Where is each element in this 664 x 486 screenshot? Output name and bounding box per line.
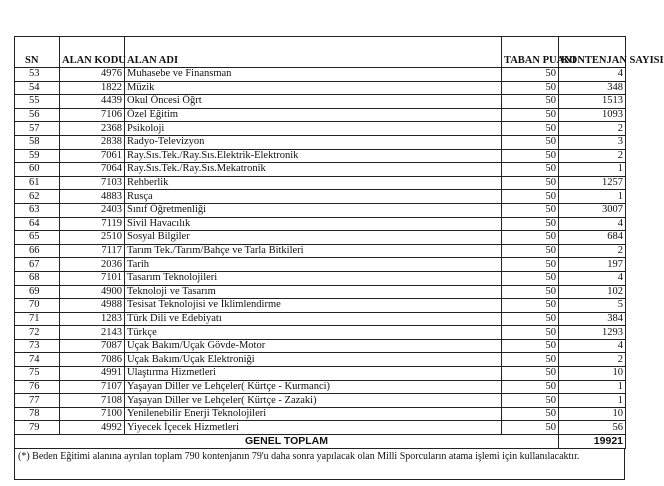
cell-score: 50 [502, 285, 559, 299]
total-label: GENEL TOPLAM [15, 435, 559, 449]
cell-quota: 1 [559, 190, 626, 204]
cell-code: 4900 [60, 285, 125, 299]
cell-quota: 1513 [559, 95, 626, 109]
cell-code: 4991 [60, 367, 125, 381]
cell-name: Müzik [125, 81, 502, 95]
cell-name: Yaşayan Diller ve Lehçeler( Kürtçe - Zazaki) [125, 394, 502, 408]
cell-score: 50 [502, 135, 559, 149]
cell-quota: 2 [559, 122, 626, 136]
cell-sn: 79 [15, 421, 60, 435]
table-row [15, 421, 626, 435]
table-row [15, 271, 626, 285]
cell-quota: 197 [559, 258, 626, 272]
cell-score: 50 [502, 122, 559, 136]
cell-quota: 1293 [559, 326, 626, 340]
cell-quota: 56 [559, 421, 626, 435]
cell-code: 2143 [60, 326, 125, 340]
footnote: (*) Beden Eğitimi alanına ayrılan toplam 790 kontenjanın 79'u daha sonra yapılacak olan Milli Sporcuların atama işlemi için kullanılacaktır. [14, 449, 625, 480]
cell-sn: 60 [15, 163, 60, 177]
cell-sn: 62 [15, 190, 60, 204]
cell-code: 7086 [60, 353, 125, 367]
table-row [15, 135, 626, 149]
cell-quota: 384 [559, 312, 626, 326]
header-code: ALAN KODU [60, 37, 125, 68]
cell-sn: 53 [15, 68, 60, 82]
cell-quota: 1093 [559, 108, 626, 122]
table-row [15, 81, 626, 95]
cell-code: 7103 [60, 176, 125, 190]
cell-name: Tarih [125, 258, 502, 272]
cell-name: Sınıf Öğretmenliği [125, 203, 502, 217]
cell-sn: 54 [15, 81, 60, 95]
cell-name: Yiyecek İçecek Hizmetleri [125, 421, 502, 435]
cell-code: 2510 [60, 231, 125, 245]
cell-sn: 69 [15, 285, 60, 299]
cell-quota: 1 [559, 163, 626, 177]
table-row [15, 244, 626, 258]
cell-quota: 2 [559, 353, 626, 367]
table-row [15, 407, 626, 421]
cell-sn: 73 [15, 339, 60, 353]
table-row [15, 190, 626, 204]
cell-score: 50 [502, 258, 559, 272]
cell-code: 7061 [60, 149, 125, 163]
cell-name: Ulaştırma Hizmetleri [125, 367, 502, 381]
table-row [15, 176, 626, 190]
table-row [15, 203, 626, 217]
cell-sn: 66 [15, 244, 60, 258]
table-row [15, 68, 626, 82]
cell-score: 50 [502, 81, 559, 95]
cell-sn: 71 [15, 312, 60, 326]
cell-sn: 75 [15, 367, 60, 381]
table-row [15, 149, 626, 163]
cell-sn: 58 [15, 135, 60, 149]
cell-code: 4883 [60, 190, 125, 204]
cell-score: 50 [502, 190, 559, 204]
table-row [15, 163, 626, 177]
cell-name: Sosyal Bilgiler [125, 231, 502, 245]
cell-sn: 59 [15, 149, 60, 163]
cell-code: 7100 [60, 407, 125, 421]
cell-quota: 2 [559, 244, 626, 258]
cell-score: 50 [502, 421, 559, 435]
cell-code: 4976 [60, 68, 125, 82]
cell-sn: 77 [15, 394, 60, 408]
table-row [15, 353, 626, 367]
cell-code: 2838 [60, 135, 125, 149]
cell-sn: 57 [15, 122, 60, 136]
cell-code: 7101 [60, 271, 125, 285]
cell-name: Yenilenebilir Enerji Teknolojileri [125, 407, 502, 421]
cell-score: 50 [502, 68, 559, 82]
cell-code: 2036 [60, 258, 125, 272]
header-name: ALAN ADI [125, 37, 502, 68]
table-row [15, 367, 626, 381]
cell-code: 7119 [60, 217, 125, 231]
cell-quota: 5 [559, 299, 626, 313]
cell-score: 50 [502, 108, 559, 122]
cell-sn: 64 [15, 217, 60, 231]
cell-name: Ray.Sıs.Tek./Ray.Sıs.Elektrik-Elektronik [125, 149, 502, 163]
cell-name: Türk Dili ve Edebiyatı [125, 312, 502, 326]
cell-name: Ray.Sıs.Tek./Ray.Sıs.Mekatronik [125, 163, 502, 177]
cell-score: 50 [502, 95, 559, 109]
cell-score: 50 [502, 176, 559, 190]
table-row [15, 258, 626, 272]
cell-score: 50 [502, 244, 559, 258]
cell-code: 7064 [60, 163, 125, 177]
table-row [15, 326, 626, 340]
table-row [15, 217, 626, 231]
cell-score: 50 [502, 353, 559, 367]
cell-score: 50 [502, 367, 559, 381]
quota-table [14, 36, 664, 449]
cell-sn: 72 [15, 326, 60, 340]
cell-score: 50 [502, 163, 559, 177]
table-row [15, 122, 626, 136]
cell-score: 50 [502, 407, 559, 421]
cell-sn: 56 [15, 108, 60, 122]
cell-sn: 78 [15, 407, 60, 421]
cell-sn: 76 [15, 380, 60, 394]
table-row [15, 108, 626, 122]
cell-code: 4992 [60, 421, 125, 435]
cell-quota: 4 [559, 339, 626, 353]
cell-code: 1822 [60, 81, 125, 95]
header-sn: SN [15, 37, 60, 68]
table-row [15, 380, 626, 394]
cell-code: 2368 [60, 122, 125, 136]
cell-score: 50 [502, 217, 559, 231]
cell-score: 50 [502, 394, 559, 408]
table-body [15, 68, 626, 435]
cell-sn: 68 [15, 271, 60, 285]
cell-code: 4988 [60, 299, 125, 313]
cell-sn: 67 [15, 258, 60, 272]
cell-name: Psikoloji [125, 122, 502, 136]
total-row [15, 435, 626, 449]
cell-name: Tasarım Teknolojileri [125, 271, 502, 285]
cell-quota: 684 [559, 231, 626, 245]
cell-quota: 1 [559, 394, 626, 408]
cell-name: Özel Eğitim [125, 108, 502, 122]
cell-code: 7108 [60, 394, 125, 408]
cell-score: 50 [502, 149, 559, 163]
cell-score: 50 [502, 271, 559, 285]
cell-quota: 4 [559, 217, 626, 231]
cell-quota: 2 [559, 149, 626, 163]
table-row [15, 394, 626, 408]
cell-name: Tarım Tek./Tarım/Bahçe ve Tarla Bitkileri [125, 244, 502, 258]
cell-name: Tesisat Teknolojisi ve İklimlendirme [125, 299, 502, 313]
quota-table-container [14, 36, 664, 480]
header-score: TABAN PUANI [502, 37, 559, 68]
cell-sn: 63 [15, 203, 60, 217]
cell-quota: 10 [559, 367, 626, 381]
cell-score: 50 [502, 312, 559, 326]
header-quota: KONTENJAN SAYISI [559, 37, 626, 68]
cell-name: Sivil Havacılık [125, 217, 502, 231]
cell-score: 50 [502, 299, 559, 313]
table-row [15, 231, 626, 245]
table-header-row [15, 37, 626, 68]
cell-sn: 74 [15, 353, 60, 367]
cell-name: Radyo-Televizyon [125, 135, 502, 149]
cell-quota: 1 [559, 380, 626, 394]
cell-code: 1283 [60, 312, 125, 326]
cell-name: Teknoloji ve Tasarım [125, 285, 502, 299]
cell-score: 50 [502, 203, 559, 217]
cell-score: 50 [502, 339, 559, 353]
table-row [15, 312, 626, 326]
cell-name: Okul Öncesi Öğrt [125, 95, 502, 109]
cell-name: Muhasebe ve Finansman [125, 68, 502, 82]
table-row [15, 299, 626, 313]
cell-name: Uçak Bakım/Uçak Gövde-Motor [125, 339, 502, 353]
cell-sn: 65 [15, 231, 60, 245]
table-row [15, 95, 626, 109]
cell-score: 50 [502, 231, 559, 245]
table-row [15, 285, 626, 299]
cell-score: 50 [502, 326, 559, 340]
cell-quota: 10 [559, 407, 626, 421]
cell-code: 7117 [60, 244, 125, 258]
cell-name: Yaşayan Diller ve Lehçeler( Kürtçe - Kurmanci) [125, 380, 502, 394]
cell-name: Uçak Bakım/Uçak Elektroniği [125, 353, 502, 367]
cell-code: 7106 [60, 108, 125, 122]
cell-quota: 3 [559, 135, 626, 149]
cell-name: Türkçe [125, 326, 502, 340]
cell-sn: 55 [15, 95, 60, 109]
cell-quota: 4 [559, 68, 626, 82]
cell-quota: 3007 [559, 203, 626, 217]
cell-sn: 61 [15, 176, 60, 190]
cell-score: 50 [502, 380, 559, 394]
table-row [15, 339, 626, 353]
cell-code: 7087 [60, 339, 125, 353]
cell-quota: 1257 [559, 176, 626, 190]
cell-quota: 4 [559, 271, 626, 285]
cell-code: 4439 [60, 95, 125, 109]
cell-code: 7107 [60, 380, 125, 394]
total-value: 19921 [559, 435, 626, 449]
cell-name: Rusça [125, 190, 502, 204]
cell-name: Rehberlik [125, 176, 502, 190]
cell-quota: 348 [559, 81, 626, 95]
cell-sn: 70 [15, 299, 60, 313]
cell-code: 2403 [60, 203, 125, 217]
cell-quota: 102 [559, 285, 626, 299]
